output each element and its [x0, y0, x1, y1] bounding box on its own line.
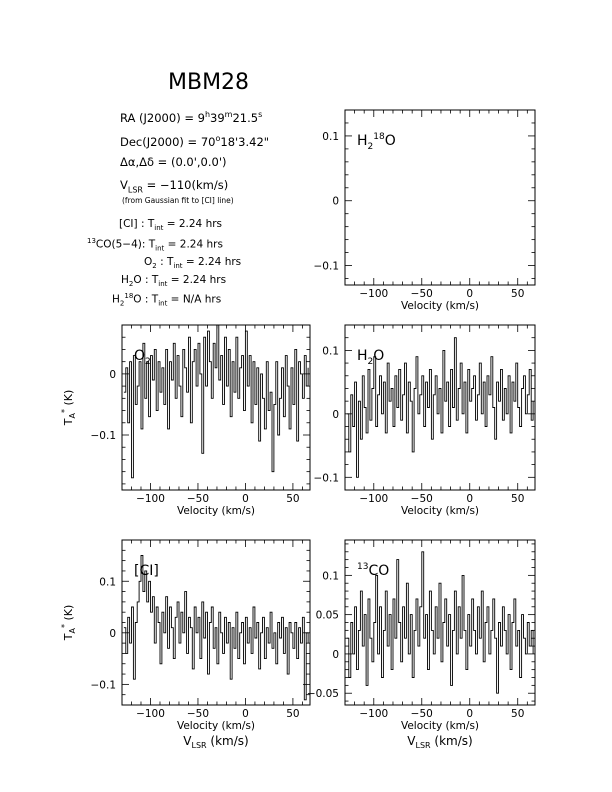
label-part: 18 — [373, 132, 385, 142]
x-tick-label: 0 — [242, 493, 249, 505]
label-part: (km/s) — [430, 734, 473, 748]
label-part: A — [68, 413, 77, 419]
y-tick-label: 0.1 — [322, 345, 339, 358]
panel-h2o — [314, 325, 536, 517]
x-tick-label: 0 — [466, 288, 474, 300]
y-tick-label: −0.1 — [313, 260, 339, 273]
offset-line: Δα,Δδ = (0.0',0.0') — [120, 155, 227, 169]
species-label — [134, 563, 159, 579]
label-part: LSR — [415, 741, 431, 750]
label-part: T — [62, 633, 75, 641]
x-tick-label: −100 — [359, 493, 389, 505]
label-part: H — [357, 133, 368, 149]
vlsr-axis-label — [183, 734, 248, 750]
y-tick-label: −0.1 — [90, 679, 116, 692]
x-tick-label: −100 — [136, 708, 165, 720]
y-tick-label: 0.05 — [315, 609, 339, 622]
x-tick-label: 0 — [242, 708, 249, 720]
x-tick-label: −100 — [359, 708, 389, 720]
y-tick-label: 0 — [109, 368, 116, 381]
label-part: (K) — [62, 389, 75, 410]
x-axis-label: Velocity (km/s) — [400, 505, 480, 517]
x-tick-label: −100 — [136, 493, 165, 505]
label-part: T — [62, 418, 75, 426]
x-tick-label: −50 — [186, 493, 210, 505]
label-part: (K) — [62, 604, 75, 625]
x-axis-label: Velocity (km/s) — [400, 300, 480, 312]
label-part: V — [407, 734, 416, 748]
x-tick-label: −100 — [359, 288, 389, 300]
y-tick-label: 0.1 — [99, 576, 116, 589]
label-part: CO — [368, 563, 390, 579]
source-title: MBM28 — [168, 70, 250, 95]
species-label — [357, 348, 384, 367]
tint-o2: $O_2$ : $T_{int} = 2.24$ hrs — [144, 256, 242, 271]
y-tick-label: −0.05 — [306, 688, 339, 701]
x-axis-label: Velocity (km/s) — [176, 720, 256, 732]
vlsr-line: $V_{LSR} = -110(km/s)$ — [120, 178, 229, 195]
label-part: [CI] — [134, 563, 159, 579]
x-tick-label: −50 — [410, 288, 433, 300]
dec-line: $Dec(J2000) = 70^o18'3.42$" — [120, 134, 270, 149]
y-axis-label — [60, 390, 77, 427]
tint-h2o: $H_2O$ : $T_{int} = 2.24$ hrs — [121, 274, 227, 289]
y-axis-label — [60, 605, 77, 642]
x-axis-label: Velocity (km/s) — [400, 720, 480, 732]
label-part: (km/s) — [206, 734, 249, 748]
x-tick-label: −50 — [186, 708, 210, 720]
label-part: O — [373, 348, 385, 364]
y-tick-label: −0.1 — [313, 472, 339, 485]
y-tick-label: 0 — [332, 408, 339, 421]
species-label — [134, 348, 151, 367]
x-tick-label: −50 — [410, 708, 433, 720]
y-tick-label: −0.1 — [90, 430, 116, 442]
x-tick-label: 0 — [466, 708, 474, 720]
panel-h2-18o — [314, 110, 536, 312]
label-part: H — [357, 348, 368, 364]
label-part: A — [68, 628, 77, 634]
vlsr-axis-label — [407, 734, 472, 750]
panel-13co — [307, 540, 535, 750]
x-tick-label: 50 — [286, 493, 300, 505]
x-tick-label: 50 — [511, 493, 525, 505]
spectrum-line — [124, 325, 308, 478]
x-tick-label: −50 — [410, 493, 433, 505]
label-part: 2 — [367, 142, 374, 152]
vlsr-note: (from Gaussian fit to [CI] line) — [122, 196, 234, 205]
panel-ci — [60, 540, 310, 750]
label-part: LSR — [191, 741, 207, 750]
x-tick-label: 50 — [511, 708, 525, 720]
y-tick-label: 0.1 — [322, 570, 339, 583]
label-part: 13 — [357, 562, 369, 572]
y-tick-label: 0 — [109, 627, 116, 640]
x-tick-label: 50 — [511, 288, 525, 300]
species-label — [357, 132, 396, 152]
label-part: 2 — [367, 357, 374, 367]
label-part: O — [134, 348, 146, 364]
label-part: * — [60, 624, 69, 629]
species-label — [357, 562, 389, 579]
label-part: * — [60, 409, 69, 414]
label-part: V — [183, 734, 192, 748]
x-tick-label: 0 — [466, 493, 474, 505]
ra-line: RA $(J2000) = 9^h39^m21.5^s$ — [120, 110, 263, 125]
label-part: 2 — [145, 357, 151, 367]
tint-13co: $^{13}$CO(5−4): $T_{int} = 2.24$ hrs — [87, 237, 223, 253]
tint-h218o: $H_2^{18}O$ : $T_{int} = N/A$ hrs — [112, 292, 222, 308]
panel-o2 — [60, 325, 310, 517]
y-tick-label: 0.1 — [322, 130, 339, 143]
y-tick-label: 0 — [332, 195, 339, 208]
x-tick-label: 50 — [286, 708, 300, 720]
y-tick-label: 0 — [332, 648, 339, 661]
label-part: O — [384, 133, 396, 149]
tint-ci: [CI] : $T_{int} = 2.24$ hrs — [119, 218, 223, 233]
x-axis-label: Velocity (km/s) — [176, 505, 256, 517]
